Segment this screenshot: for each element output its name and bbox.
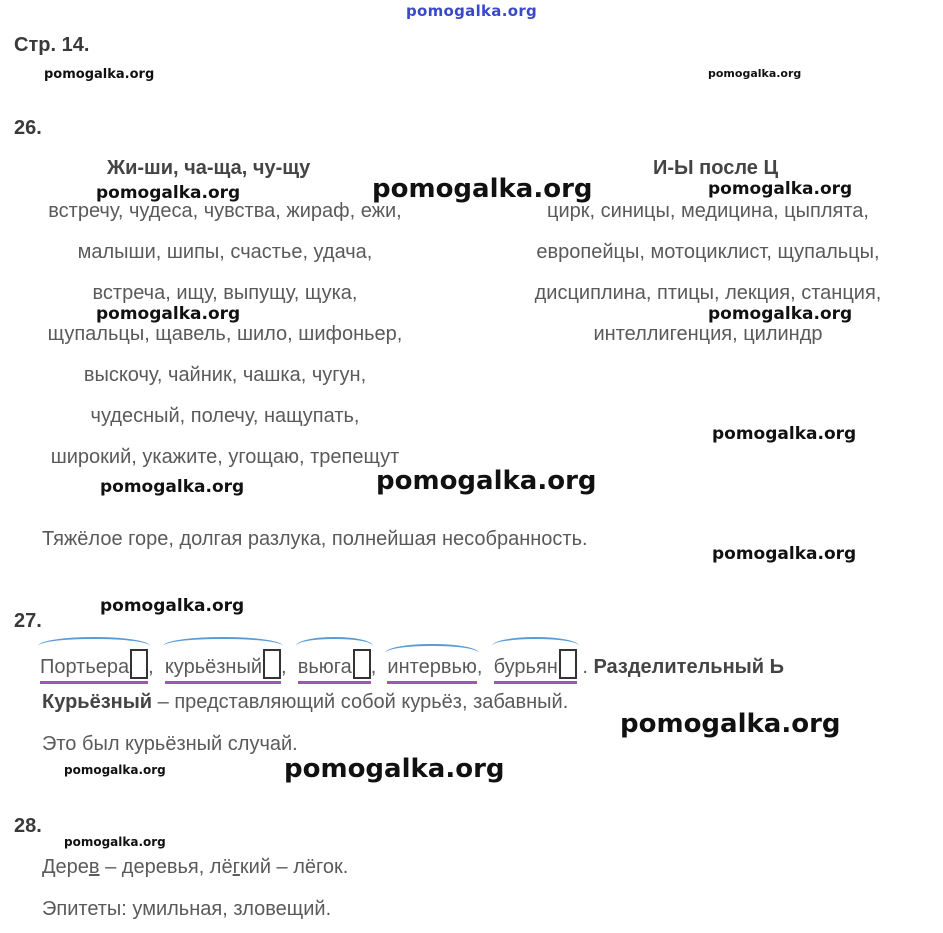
text-part: – деревья, лё bbox=[99, 856, 233, 878]
exercise-27-number: 27. bbox=[14, 610, 42, 632]
column1-line: широкий, укажите, угощаю, трепещут bbox=[50, 446, 400, 468]
example-sentence: Это был курьёзный случай. bbox=[42, 733, 298, 755]
watermark: pomogalka.org bbox=[284, 754, 505, 784]
separator: , bbox=[281, 656, 287, 678]
column1-line: встреча, ищу, выпущу, щука, bbox=[92, 282, 358, 304]
definition-term: Курьёзный bbox=[42, 691, 153, 713]
root-arc bbox=[163, 637, 283, 655]
column2-line: интеллигенция, цилиндр bbox=[593, 323, 823, 345]
column2-title: И-Ы после Ц bbox=[653, 157, 779, 179]
watermark: pomogalka.org bbox=[372, 174, 593, 204]
column1-line: щупальцы, щавель, шило, шифоньер, bbox=[47, 323, 403, 345]
watermark: pomogalka.org bbox=[620, 709, 841, 739]
stem-underline bbox=[165, 681, 281, 684]
word-root: вью bbox=[297, 656, 334, 678]
exercise-28-number: 28. bbox=[14, 815, 42, 837]
column1-line: малыши, шипы, счастье, удача, bbox=[77, 241, 373, 263]
watermark: pomogalka.org bbox=[708, 179, 853, 199]
top-watermark: pomogalka.org bbox=[405, 2, 538, 20]
exercise-28-line1 bbox=[42, 856, 348, 879]
column1-line: выскочу, чайник, чашка, чугун, bbox=[83, 364, 367, 386]
stem-underline bbox=[298, 681, 371, 684]
word-rest: га bbox=[333, 656, 352, 678]
word-root: курь bbox=[164, 656, 206, 678]
exercise-28-line2: Эпитеты: умильная, зловещий. bbox=[42, 898, 332, 920]
word-rest: ёзный bbox=[205, 656, 263, 678]
word-root: интерв bbox=[387, 656, 452, 678]
word-rest: ера bbox=[95, 656, 130, 678]
word-rest: ью bbox=[451, 656, 477, 678]
column1-line: чудесный, полечу, нащупать, bbox=[90, 405, 360, 427]
word-analysis bbox=[494, 649, 577, 679]
stem-underline bbox=[387, 681, 476, 684]
text-part: Дере bbox=[42, 856, 89, 878]
word-rest: ян bbox=[535, 656, 558, 678]
separator: , bbox=[476, 656, 483, 678]
watermark: pomogalka.org bbox=[100, 477, 245, 497]
separator: , bbox=[148, 656, 154, 678]
watermark: pomogalka.org bbox=[64, 835, 166, 849]
word-analysis bbox=[387, 656, 476, 679]
column1-title: Жи-ши, ча-ща, чу-щу bbox=[107, 157, 311, 179]
word-root: Порть bbox=[40, 656, 96, 678]
watermark: pomogalka.org bbox=[96, 304, 241, 324]
root-arc bbox=[38, 637, 150, 655]
word-root: бурь bbox=[493, 656, 536, 678]
stem-underline bbox=[40, 681, 148, 684]
definition-line bbox=[42, 691, 568, 714]
watermark: pomogalka.org bbox=[96, 183, 241, 203]
watermark: pomogalka.org bbox=[708, 67, 802, 80]
column2-line: цирк, синицы, медицина, цыплята, bbox=[547, 200, 869, 222]
root-arc bbox=[492, 637, 579, 655]
column2-line: дисциплина, птицы, лекция, станция, bbox=[534, 282, 882, 304]
root-arc bbox=[296, 637, 373, 655]
watermark: pomogalka.org bbox=[100, 596, 245, 616]
column2-line: европейцы, мотоциклист, щупальцы, bbox=[536, 241, 880, 263]
text-part: кий – лёгок. bbox=[239, 856, 349, 878]
page-label: Стр. 14. bbox=[14, 34, 90, 56]
underlined-letter: г bbox=[232, 856, 240, 878]
exercise-26-number: 26. bbox=[14, 117, 42, 139]
word-analysis bbox=[165, 649, 281, 679]
watermark: pomogalka.org bbox=[64, 763, 166, 777]
watermark: pomogalka.org bbox=[376, 466, 597, 496]
underlined-letter: в bbox=[88, 856, 100, 878]
word-analysis bbox=[40, 649, 148, 679]
word-analysis-row: Портьера , курьёзный , вьюга , интервью, бурьян . Разделительный Ь bbox=[40, 649, 784, 679]
stem-underline bbox=[494, 681, 577, 684]
definition-text: – представляющий собой курьёз, забавный. bbox=[152, 691, 569, 713]
watermark: pomogalka.org bbox=[712, 424, 857, 444]
watermark: pomogalka.org bbox=[44, 67, 155, 82]
word-analysis bbox=[298, 649, 371, 679]
separator: , bbox=[370, 656, 377, 678]
root-arc bbox=[385, 644, 478, 662]
column1-line: встречу, чудеса, чувства, жираф, ежи, bbox=[48, 200, 402, 222]
watermark: pomogalka.org bbox=[708, 304, 853, 324]
rule-label: Разделительный Ь bbox=[593, 656, 784, 678]
watermark: pomogalka.org bbox=[712, 544, 857, 564]
exercise-26-sentence: Тяжёлое горе, долгая разлука, полнейшая несобранность. bbox=[42, 528, 588, 550]
